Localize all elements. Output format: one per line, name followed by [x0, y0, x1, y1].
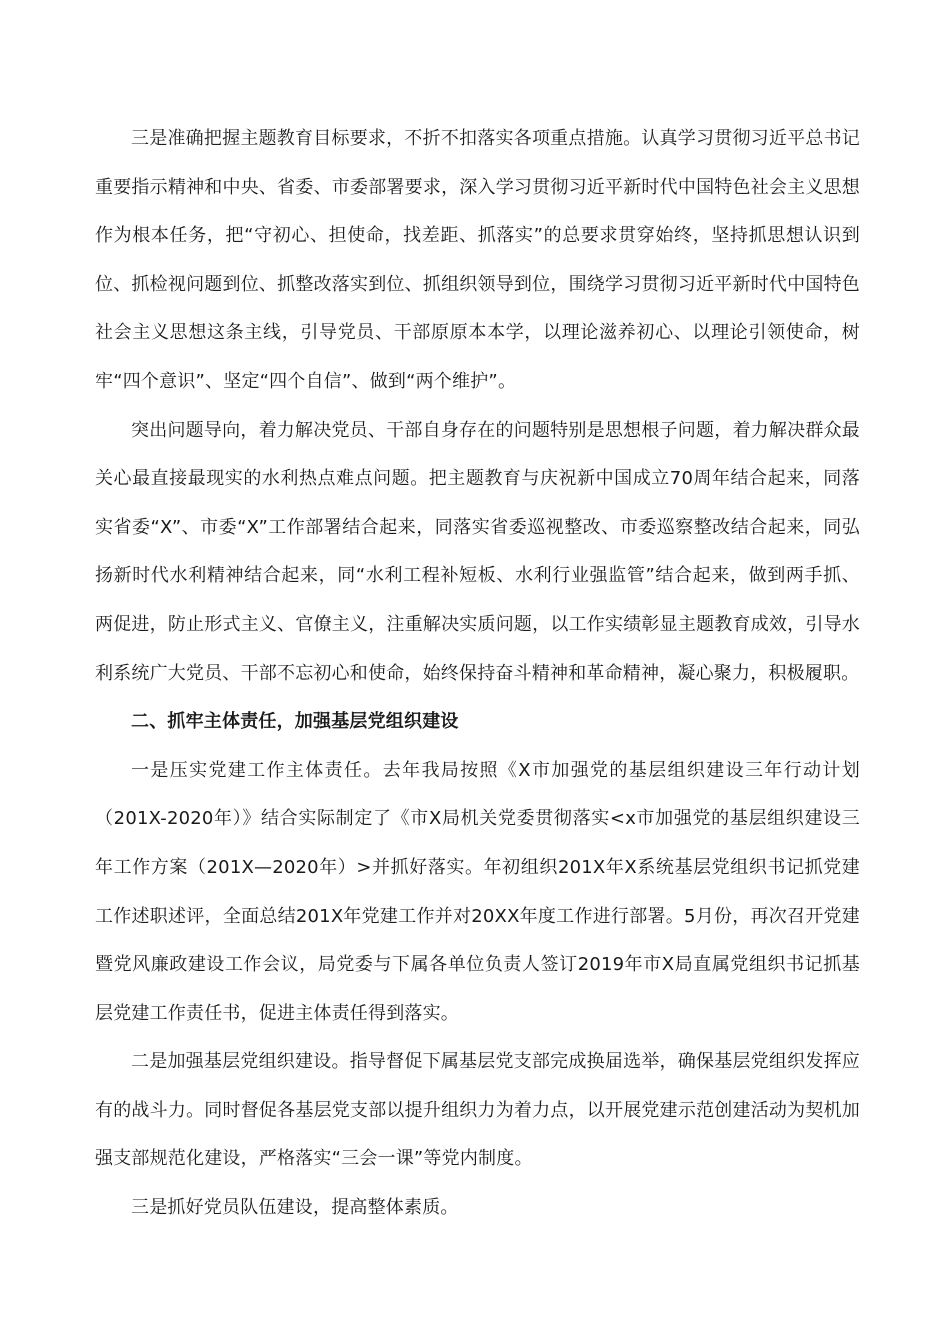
paragraph-4: 二是加强基层党组织建设。指导督促下属基层党支部完成换届选举，确保基层党组织发挥应有的战斗力。同时督促各基层党支部以提升组织力为着力点，以开展党建示范创建活动为契机加强支部规范化建设，严格落实“三会一课”等党内制度。 — [95, 1051, 860, 1170]
paragraph-2: 突出问题导向，着力解决党员、干部自身存在的问题特别是思想根子问题，着力解决群众最关心最直接最现实的水利热点难点问题。把主题教育与庆祝新中国成立70周年结合起来，同落实省委“X”、市委“X”工作部署结合起来，同落实省委巡视整改、市委巡察整改结合起来，同弘扬新时代水利精神结合起来，同“水利工程补短板、水利行业强监管”结合起来，做到两手抓、两促进，防止形式主义、官僚主义，注重解决实质问题，以工作实绩彰显主题教育成效，引导水利系统广大党员、干部不忘初心和使命，始终保持奋斗精神和革命精神，凝心聚力，积极履职。 — [95, 419, 860, 684]
paragraph-3: 一是压实党建工作主体责任。去年我局按照《X市加强党的基层组织建设三年行动计划（201X-2020年）》结合实际制定了《市X局机关党委贯彻落实<x市加强党的基层组织建设三年工作方案（201X—2020年）>并抓好落实。年初组织201X年X系统基层党组织书记抓党建工作述职述评，全面总结201X年党建工作并对20XX年度工作进行部署。5月份，再次召开党建暨党风廉政建设工作会议，局党委与下属各单位负责人签订2019年市X局直属党组织书记抓基层党建工作责任书，促进主体责任得到落实。 — [95, 759, 860, 1024]
document-page — [95, 115, 860, 1233]
paragraph-5: 三是抓好党员队伍建设，提高整体素质。 — [131, 1197, 459, 1219]
section-heading: 二、抓牢主体责任，加强基层党组织建设 — [131, 711, 459, 733]
paragraph-1: 三是准确把握主题教育目标要求，不折不扣落实各项重点措施。认真学习贯彻习近平总书记重要指示精神和中央、省委、市委部署要求，深入学习贯彻习近平新时代中国特色社会主义思想作为根本任务，把“守初心、担使命，找差距、抓落实”的总要求贯穿始终，坚持抓思想认识到位、抓检视问题到位、抓整改落实到位、抓组织领导到位，围绕学习贯彻习近平新时代中国特色社会主义思想这条主线，引导党员、干部原原本本学，以理论滋养初心、以理论引领使命，树牢“四个意识”、坚定“四个自信”、做到“两个维护”。 — [95, 128, 860, 392]
